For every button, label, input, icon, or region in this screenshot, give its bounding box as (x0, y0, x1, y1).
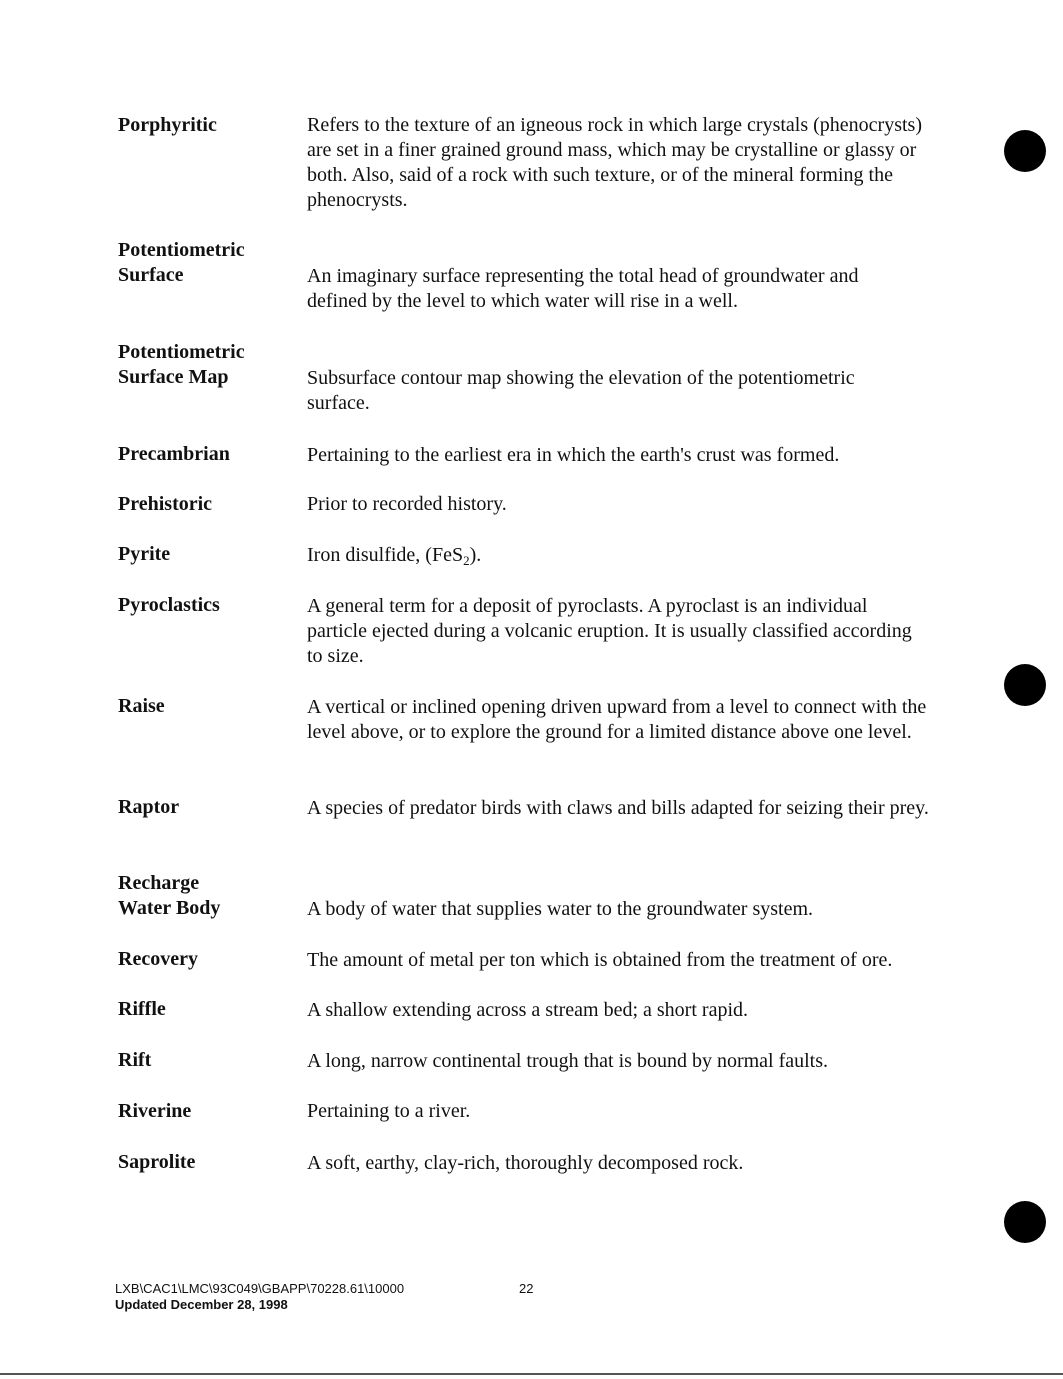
glossary-term: Porphyritic (118, 114, 217, 136)
definition-text: ). (469, 544, 482, 566)
glossary-definition: Refers to the texture of an igneous rock in which large crystals (phenocrysts) are set in a finer grained ground mass, which may be crystalline or glassy or both. Also, said of a rock with such texture, or of the mineral forming the phenocrysts. (307, 114, 922, 211)
glossary-definition: A long, narrow continental trough that is bound by normal faults. (307, 1050, 829, 1072)
glossary-definition: A vertical or inclined opening driven upward from a level to connect with the level above, or to explore the ground for a limited distance above one level. (307, 696, 927, 743)
glossary-definition: The amount of metal per ton which is obtained from the treatment of ore. (307, 949, 893, 971)
glossary-term: Raise (118, 695, 165, 717)
glossary-term: Potentiometric Surface (118, 239, 245, 286)
glossary-definition: Prior to recorded history. (307, 493, 507, 515)
glossary-definition: A species of predator birds with claws and bills adapted for seizing their prey. (307, 797, 929, 819)
footer-updated-date: Updated December 28, 1998 (115, 1297, 288, 1312)
glossary-definition: A general term for a deposit of pyroclasts. A pyroclast is an individual particle ejected during a volcanic eruption. It is usually classified according to size. (307, 595, 912, 667)
page-number: 22 (519, 1281, 534, 1296)
chemical-subscript: 2 (463, 553, 470, 568)
glossary-term: Recharge Water Body (118, 872, 221, 919)
footer-file-path: LXB\CAC1\LMC\93C049\GBAPP\70228.61\10000 (115, 1281, 405, 1296)
glossary-term: Prehistoric (118, 493, 213, 515)
punch-hole-middle (1004, 664, 1046, 706)
glossary-term: Raptor (118, 796, 180, 818)
glossary-term: Potentiometric Surface Map (118, 341, 245, 388)
glossary-term: Pyrite (118, 543, 171, 565)
definition-text: Iron disulfide, (FeS (307, 544, 464, 566)
glossary-term: Rift (118, 1049, 152, 1071)
scan-edge-line (0, 1373, 1063, 1375)
glossary-term: Riffle (118, 998, 166, 1020)
punch-hole-bottom (1004, 1201, 1046, 1243)
glossary-term: Recovery (118, 948, 198, 970)
glossary-term: Saprolite (118, 1151, 196, 1173)
glossary-definition: Pertaining to a river. (307, 1100, 471, 1122)
glossary-definition (307, 543, 947, 568)
punch-hole-top (1004, 130, 1046, 172)
glossary-definition: A body of water that supplies water to the groundwater system. (307, 898, 813, 920)
glossary-term: Riverine (118, 1100, 192, 1122)
glossary-term: Pyroclastics (118, 594, 220, 616)
glossary-definition: An imaginary surface representing the total head of groundwater and defined by the level to which water will rise in a well. (307, 265, 859, 312)
glossary-definition: A shallow extending across a stream bed; a short rapid. (307, 999, 748, 1021)
glossary-definition: Pertaining to the earliest era in which the earth's crust was formed. (307, 444, 840, 466)
glossary-term: Precambrian (118, 443, 230, 465)
glossary-definition: A soft, earthy, clay-rich, thoroughly decomposed rock. (307, 1152, 744, 1174)
glossary-definition: Subsurface contour map showing the elevation of the potentiometric surface. (307, 367, 855, 414)
